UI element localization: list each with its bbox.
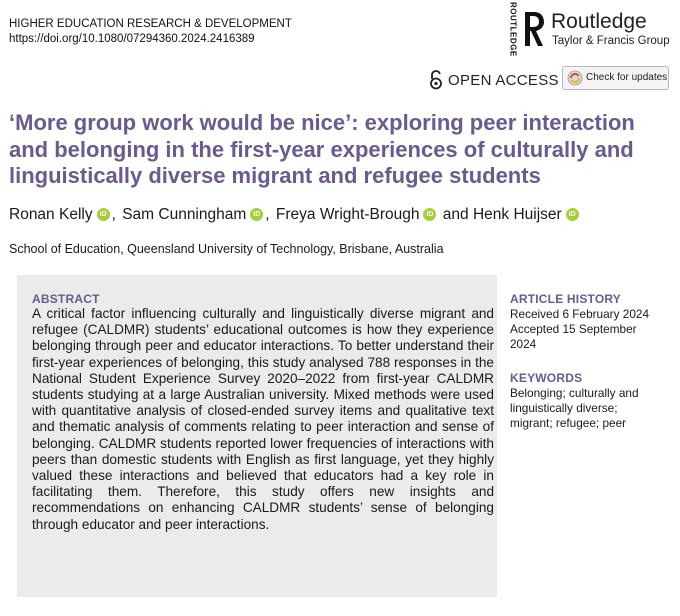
keywords-heading: KEYWORDS [510, 371, 583, 385]
open-access-label: OPEN ACCESS [448, 72, 559, 89]
open-access-lock-icon [429, 70, 443, 90]
journal-name: HIGHER EDUCATION RESEARCH & DEVELOPMENT [9, 18, 292, 30]
author-separator: , [265, 206, 270, 223]
routledge-logo-icon [521, 10, 545, 48]
author-list [9, 205, 679, 225]
keywords-line: migrant; refugee; peer [510, 416, 627, 430]
article-title: ‘More group work would be nice’: exploring peer interaction and belonging in the first-year experiences of culturally and linguistically diverse migrant and refugee students [9, 110, 635, 188]
keywords-line: Belonging; culturally and [510, 386, 639, 400]
check-for-updates-label: Check for updates [586, 72, 668, 83]
author-name[interactable]: Ronan Kelly [9, 206, 93, 223]
journal-header [9, 17, 292, 47]
author-name[interactable]: Freya Wright-Brough [275, 206, 420, 223]
author-name[interactable]: Sam Cunningham [122, 206, 247, 223]
accepted-date-year: 2024 [510, 337, 537, 351]
accepted-date: Accepted 15 September [510, 322, 637, 336]
publisher-logo [507, 1, 673, 57]
doi-link[interactable]: https://doi.org/10.1080/07294360.2024.2416389 [9, 33, 255, 45]
abstract-text: A critical factor influencing culturally and linguistically diverse migrant and refugee (CALDMR) students’ educational outcomes is how they experience belonging through peer and educator interactions. To better understand their first-year experiences of belonging, this study analysed 788 responses in the National Student Experience Survey 2020–2022 from first-year CALDMR students studying at a large Australian university. Mixed methods were used with quantitative analysis of closed-ended survey items and qualitative text and thematic analysis of comments relating to peer interaction and sense of belonging. CALDMR students reported lower frequencies of interactions with peers than domestic students with English as first language, yet they highly valued these interactions and believed that educators had a key role in facilitating them. Therefore, this study offers new insights and recommendations on enhancing CALDMR students’ sense of belonging through educator and peer interactions. [32, 306, 494, 532]
received-date: Received 6 February 2024 [510, 307, 650, 321]
keywords-line: linguistically diverse; [510, 401, 618, 415]
affiliation: School of Education, Queensland University of Technology, Brisbane, Australia [9, 242, 444, 256]
author-name[interactable]: Henk Huijser [472, 206, 562, 223]
author-conjunction: and [442, 206, 469, 223]
publisher-subtitle: Taylor & Francis Group [552, 35, 670, 47]
keywords [510, 371, 675, 431]
abstract-box [17, 275, 497, 597]
orcid-icon[interactable]: iD [250, 208, 263, 221]
publisher-name: Routledge [551, 10, 647, 33]
article-history-heading: ARTICLE HISTORY [510, 292, 622, 306]
check-for-updates-button[interactable] [562, 66, 669, 90]
orcid-icon[interactable]: iD [566, 208, 579, 221]
abstract-heading: ABSTRACT [32, 292, 100, 306]
article-history [510, 292, 675, 352]
access-row [420, 65, 674, 95]
orcid-icon[interactable]: iD [97, 208, 110, 221]
publisher-vertical-text: ROUTLEDGE [508, 1, 518, 57]
author-separator: , [111, 206, 116, 223]
check-updates-icon [567, 70, 583, 86]
orcid-icon[interactable]: iD [423, 208, 436, 221]
